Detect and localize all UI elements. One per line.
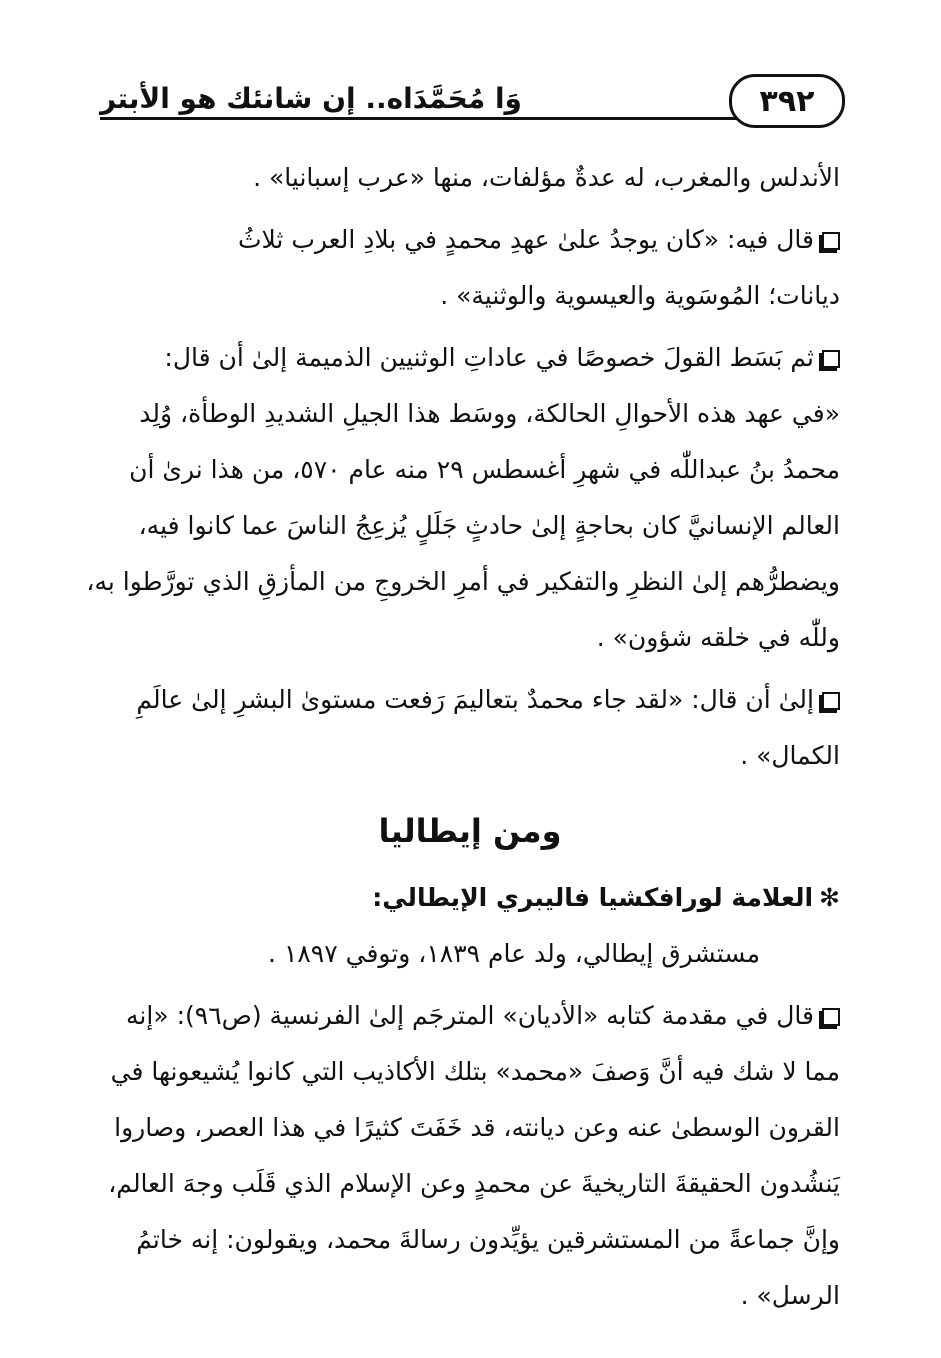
asterisk-icon: ✻ xyxy=(819,883,840,912)
bullet-square-icon xyxy=(822,1008,840,1026)
bullet-square-icon xyxy=(822,350,840,368)
text-line xyxy=(100,330,840,386)
paragraph-4 xyxy=(100,672,840,784)
text-line: ديانات؛ المُوسَوية والعيسوية والوثنية» . xyxy=(440,281,840,310)
text-line: وإنَّ جماعةً من المستشرقين يؤيِّدون رسالةَ محمد، ويقولون: إنه خاتمُ xyxy=(136,1225,840,1254)
bullet-square-icon xyxy=(822,692,840,710)
text-line: الأندلس والمغرب، له عدةٌ مؤلفات، منها «عرب إسبانيا» . xyxy=(253,163,840,192)
paragraph-2 xyxy=(100,212,840,324)
quote-paragraph xyxy=(100,988,840,1324)
text-line: مما لا شك فيه أنَّ وَصفَ «محمد» بتلك الأكاذيب التي كانوا يُشيعونها في xyxy=(110,1057,840,1086)
paragraph-3 xyxy=(86,330,840,666)
bullet-square-icon xyxy=(822,232,840,250)
text-line: الرسل» . xyxy=(740,1281,840,1310)
text-line-content: إلىٰ أن قال: «لقد جاء محمدٌ بتعاليمَ رَفعت مستوىٰ البشرِ إلىٰ عالَمِ xyxy=(136,685,814,714)
text-line xyxy=(100,672,840,728)
paragraph-1 xyxy=(100,150,840,206)
running-title: وَا مُحَمَّدَاه.. إن شانئك هو الأبتر xyxy=(100,82,522,115)
text-line: القرون الوسطىٰ عنه وعن ديانته، قد خَفَتَ كثيرًا في هذا العصر، وصاروا xyxy=(114,1113,840,1142)
text-line: محمدُ بنُ عبداللّٰه في شهرِ أغسطس ٢٩ منه عام ٥٧٠، من هذا نرىٰ أن xyxy=(129,455,840,484)
text-line xyxy=(100,212,840,268)
header-rule xyxy=(100,117,775,120)
text-line: «في عهد هذه الأحوالِ الحالكة، ووسَط هذا الجيلِ الشديدِ الوطأة، وُلِد xyxy=(139,399,840,428)
page-header xyxy=(100,70,845,128)
text-line xyxy=(100,988,840,1044)
author-heading: العلامة لورافكشيا فاليبري الإيطالي: xyxy=(372,883,814,912)
text-line: يَنشُدون الحقيقةَ التاريخيةَ عن محمدٍ وعن الإسلام الذي قَلَب وجهَ العالم، xyxy=(108,1169,840,1198)
text-line-content: ثم بَسَط القولَ خصوصًا في عاداتِ الوثنيين الذميمة إلىٰ أن قال: xyxy=(164,343,814,372)
page-number-badge: ٣٩٢ xyxy=(729,74,845,128)
author-heading-line xyxy=(100,870,840,926)
section-heading: ومن إيطاليا xyxy=(378,812,562,850)
text-line-content: قال فيه: «كان يوجدُ علىٰ عهدِ محمدٍ في بلادِ العرب ثلاثُ xyxy=(237,225,814,254)
page-content xyxy=(86,150,840,1330)
text-line-content: قال في مقدمة كتابه «الأديان» المترجَم إلىٰ الفرنسية (ص٩٦): «إنه xyxy=(126,1001,814,1030)
author-bio: مستشرق إيطالي، ولد عام ١٨٣٩، وتوفي ١٨٩٧ . xyxy=(268,939,760,968)
text-line: وللّٰه في خلقه شؤون» . xyxy=(596,623,840,652)
text-line: الكمال» . xyxy=(740,741,840,770)
text-line: ويضطرُّهم إلىٰ النظرِ والتفكير في أمرِ الخروجِ من المأزقِ الذي تورَّطوا به، xyxy=(86,567,840,596)
text-line: العالم الإنسانيَّ كان بحاجةٍ إلىٰ حادثٍ جَلَلٍ يُزعِجُ الناسَ عما كانوا فيه، xyxy=(138,511,840,540)
